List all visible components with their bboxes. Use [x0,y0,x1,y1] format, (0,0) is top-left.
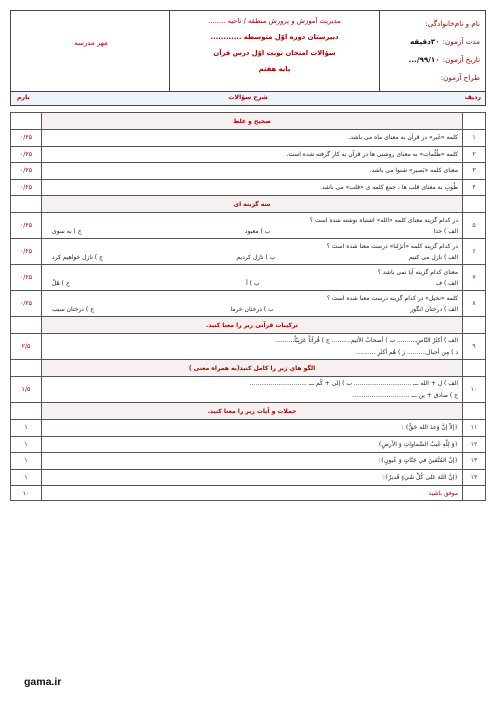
closing-row [11,486,486,501]
question-row [11,334,486,360]
date-value: ۹۹/۱۰/... [408,55,440,64]
row-number [463,360,486,377]
row-number: ۲ [463,146,486,163]
question-score: ۲/۵ [11,334,42,360]
district-line: مدیریت آموزش و پرورش منطقه / ناحیه ........ [208,17,341,25]
row-number [463,317,486,334]
question-line: د ) مِن أجبال.......... ز ) هُم أكثَرِ .......... [356,348,458,356]
question-text [42,334,463,360]
question-stem: در کدام گزینه کلمه «أنزَلنا» درست معنا شده است ؟ [326,242,458,250]
question-score: ۱ [11,453,42,470]
question-text: موفق باشید [42,486,463,501]
row-number: ۱۱ [463,420,486,437]
question-score: ۱۰ [11,486,42,501]
question-row [11,163,486,180]
question-text [42,291,463,317]
question-text: کلمه «غَبر» در قرآن به معنای ماه می باشد. [42,130,463,147]
question-text: ترکیبات قرآنی زیر را معنا کنید. [42,317,463,334]
designer-line [380,69,480,87]
answer-options [46,254,458,261]
questions-column-label: شرح سؤالات [228,94,268,101]
row-number: ۳ [463,163,486,180]
answer-option[interactable]: ب ) درختان خرما [230,305,274,313]
school-info-panel [169,11,379,91]
date-label: تاریخ آزمون: [442,55,480,64]
question-row [11,377,486,403]
question-score [11,360,42,377]
row-number [463,196,486,213]
question-text: ﴿إلاّ إنَّ وَعدَ الله حَقٌّ﴾ : [42,420,463,437]
question-score: ۱ [11,436,42,453]
date-line [380,51,480,69]
question-text [42,377,463,403]
question-score: ۱/۵ [11,377,42,403]
row-number [463,113,486,130]
exam-header [10,10,486,92]
duration-label: مدت آزمون: [442,37,480,46]
answer-options [46,228,458,235]
question-score: ۱ [11,420,42,437]
section-row [11,403,486,420]
row-number: ۱۰ [463,377,486,403]
question-text: طُوبِ به معنای قلب ها ، جمع کلمه ی «قلب» می باشد. [42,179,463,196]
stamp-panel [11,11,171,91]
answer-option[interactable]: ج ) به سوی [52,227,82,235]
question-line: ج ) صادق + ين ـــ .............................. [352,391,458,399]
answer-option[interactable]: ب ) أ [246,279,260,287]
question-score: ۰/۲۵ [11,291,42,317]
question-score [11,403,42,420]
question-row [11,239,486,265]
question-score: ۰/۲۵ [11,265,42,291]
question-score: ۰/۲۵ [11,146,42,163]
answer-option[interactable]: ب ) معبود [244,227,271,235]
question-score: ۱ [11,469,42,486]
question-score: ۰/۲۵ [11,213,42,239]
school-line: دبیرستان دوره اوّل متوسطه ............ [210,33,339,41]
row-number: ۱ [463,130,486,147]
row-number [463,486,486,501]
question-text: کلمه «ظُلُمات» به معنای روشنی ها در قرآن به کار گرفته شده است. [42,146,463,163]
row-number: ۱۲ [463,436,486,453]
answer-options [46,280,458,287]
question-text: ﴿إنَّ المُتَّقينَ في جَنّاتٍ وَ عُيونٍ﴾: [42,453,463,470]
student-name-line [380,15,480,33]
row-number: ۶ [463,239,486,265]
question-score [11,196,42,213]
question-stem: کلمه «نخیل» در کدام گزینه درست معنا شده است ؟ [326,294,458,302]
question-text: الگو های زیر را کامل کنید(به همراه معنی ) [42,360,463,377]
row-number: ۴ [463,179,486,196]
questions-table [10,112,486,501]
question-text [42,213,463,239]
row-number [463,403,486,420]
question-line: الف ) أكثَرُ النّاسِ.......... ب ) أصحابُ الأثيم.......... ج ) قُرآناً عَرَبِيّاً.......... [275,336,458,344]
question-stem: معنای کدام گزینه آیا نمی باشد ؟ [377,268,458,276]
question-stem: در کدام گزینه معنای کلمه «الله» اشتباه نوشته شده است ؟ [309,216,458,224]
question-row [11,265,486,291]
row-number: ۹ [463,334,486,360]
question-line: الف ) ل + الله ـــ .............................. ب ) إلی + کُم ـــ .............................. [249,379,458,387]
row-number: ۷ [463,265,486,291]
question-score: ۰/۲۵ [11,239,42,265]
answer-options [46,306,458,313]
designer-label: طراح آزمون: [440,73,480,82]
question-text: ﴿وَ لِلّهِ غَيبُ السَّماواتِ وَ الأرضِ﴾ [42,436,463,453]
answer-option[interactable]: الف ) نازل می کنیم [408,253,458,261]
duration-value: ۳۰دقیقه [409,37,440,46]
answer-option[interactable]: الف ) خدا [433,227,458,235]
question-row [11,130,486,147]
question-text [42,239,463,265]
answer-option[interactable]: الف ) درختان انگور [410,305,458,313]
school-stamp-label: مهر مدرسه [74,39,108,47]
question-row [11,420,486,437]
question-row [11,291,486,317]
answer-option[interactable]: ج ) هَلْ [52,279,70,287]
question-row [11,213,486,239]
column-header [10,92,486,106]
row-number: ۱۳ [463,453,486,470]
duration-line [380,33,480,51]
answer-option[interactable]: الف ) ف [435,279,458,287]
question-row [11,146,486,163]
section-row [11,196,486,213]
question-score: ۰/۲۵ [11,130,42,147]
question-row [11,469,486,486]
question-text: ﴿إنَّ اللهَ عَلى كُلِّ شَيءٍ قَديرٌ﴾: [42,469,463,486]
answer-option[interactable]: ب ) نازل کردیم [236,253,276,261]
grade-line: پایه هفتم [258,65,291,73]
question-text: معنای کلمه «بَصیر» شنوا می باشد. [42,163,463,180]
section-row [11,113,486,130]
answer-option[interactable]: ج ) نازل خواهیم کرد [52,253,103,261]
student-info-panel [379,11,485,91]
question-row [11,453,486,470]
question-text [42,265,463,291]
question-row [11,436,486,453]
row-number: ۱۴ [463,469,486,486]
site-watermark: gama.ir [24,676,62,688]
question-text: صحیح و غلط [42,113,463,130]
question-score [11,113,42,130]
question-score: ۰/۲۵ [11,179,42,196]
answer-option[interactable]: ج ) درختان سیب [52,305,95,313]
exam-title: سؤالات امتحان نوبت اوّل درس قرآن [213,49,336,57]
question-score: ۰/۲۵ [11,163,42,180]
question-score [11,317,42,334]
section-row [11,317,486,334]
row-number: ۵ [463,213,486,239]
row-column-label: ردیف [464,94,481,101]
student-name-label: نام و نام‌خانوادگی: [425,19,480,28]
question-row [11,179,486,196]
section-row [11,360,486,377]
question-text: جملات و آیات زیر را معنا کنید. [42,403,463,420]
question-text: سه گزینه ای [42,196,463,213]
row-number: ۸ [463,291,486,317]
exam-sheet [10,10,486,501]
score-column-label: بارم [17,94,30,101]
